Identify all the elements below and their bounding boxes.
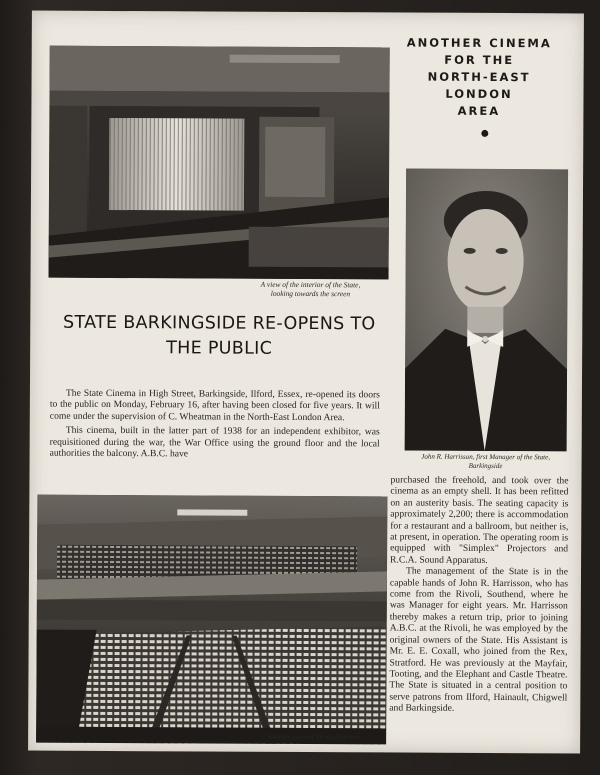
heading-line: FOR THE xyxy=(444,52,515,68)
portrait-caption xyxy=(400,452,572,471)
article-paragraph: The management of the State is in the capable hands of John R. Harrisson, who has come from the Rivoli, Southend, where he was Manager for eight years. Mr. Harrisson thereby makes a return trip, prior to joining A.B.C. at the Rivoli, he was employed by the original owners of the State. His Assistant is Mr. E. E. Coxall, who joined from the Rex, Stratford. He was previously at the Mayfair, Tooting, and the Elephant and Castle Theatre. The State is situated in a central position to serve patrons from Ilford, Hainault, Chigwell and Barkingside. xyxy=(389,565,569,714)
caption-line: looking towards the screen xyxy=(270,288,351,299)
interior-photo-caption xyxy=(230,280,390,299)
caption-line: A view of the interior of the State, xyxy=(260,279,361,290)
article-intro xyxy=(50,388,380,461)
article-paragraph: purchased the freehold, and took over the cinema as an empty shell. It has been refitted on an austerity basis. The seating capacity is approximately 2,200; there is accommodation for a restaurant and a ballroom, but neither is, at present, in operation. The operating room is equipped with "Simplex" Projectors and R.C.A. Sound Apparatus. xyxy=(390,474,569,566)
article-headline xyxy=(44,311,394,363)
portrait-photo xyxy=(405,169,568,452)
interior-photo xyxy=(49,46,390,280)
bullet-dot xyxy=(481,130,488,137)
section-heading xyxy=(391,34,566,120)
headline-line: STATE BARKINGSIDE RE-OPENS TO xyxy=(63,312,376,335)
caption-line: John R. Harrisson, first Manager of the State, xyxy=(421,452,550,462)
heading-line: NORTH-EAST LONDON xyxy=(427,69,531,102)
heading-line: ANOTHER CINEMA xyxy=(406,35,552,51)
newspaper-page xyxy=(28,11,584,754)
auditorium-photo xyxy=(36,495,387,745)
caption-line: Barkingside xyxy=(468,461,503,471)
auditorium-photo-caption: Another view of the auditorium xyxy=(266,731,360,742)
heading-line: AREA xyxy=(457,103,501,119)
article-paragraph: This cinema, built in the latter part of 1938 for an independent exhibitor, was requisitioned during the war, the War Office using the ground floor and the local authorities the balcony. A.B.C. have xyxy=(49,424,380,460)
article-paragraph: The State Cinema in High Street, Barkingside, Ilford, Essex, re-opened its doors to the public on Monday, February 16, after having been closed for five years. It will come under the supervision of C. Wheatman in the North-East London Area. xyxy=(49,387,380,424)
headline-line: THE PUBLIC xyxy=(166,338,273,359)
article-continuation xyxy=(389,474,568,714)
